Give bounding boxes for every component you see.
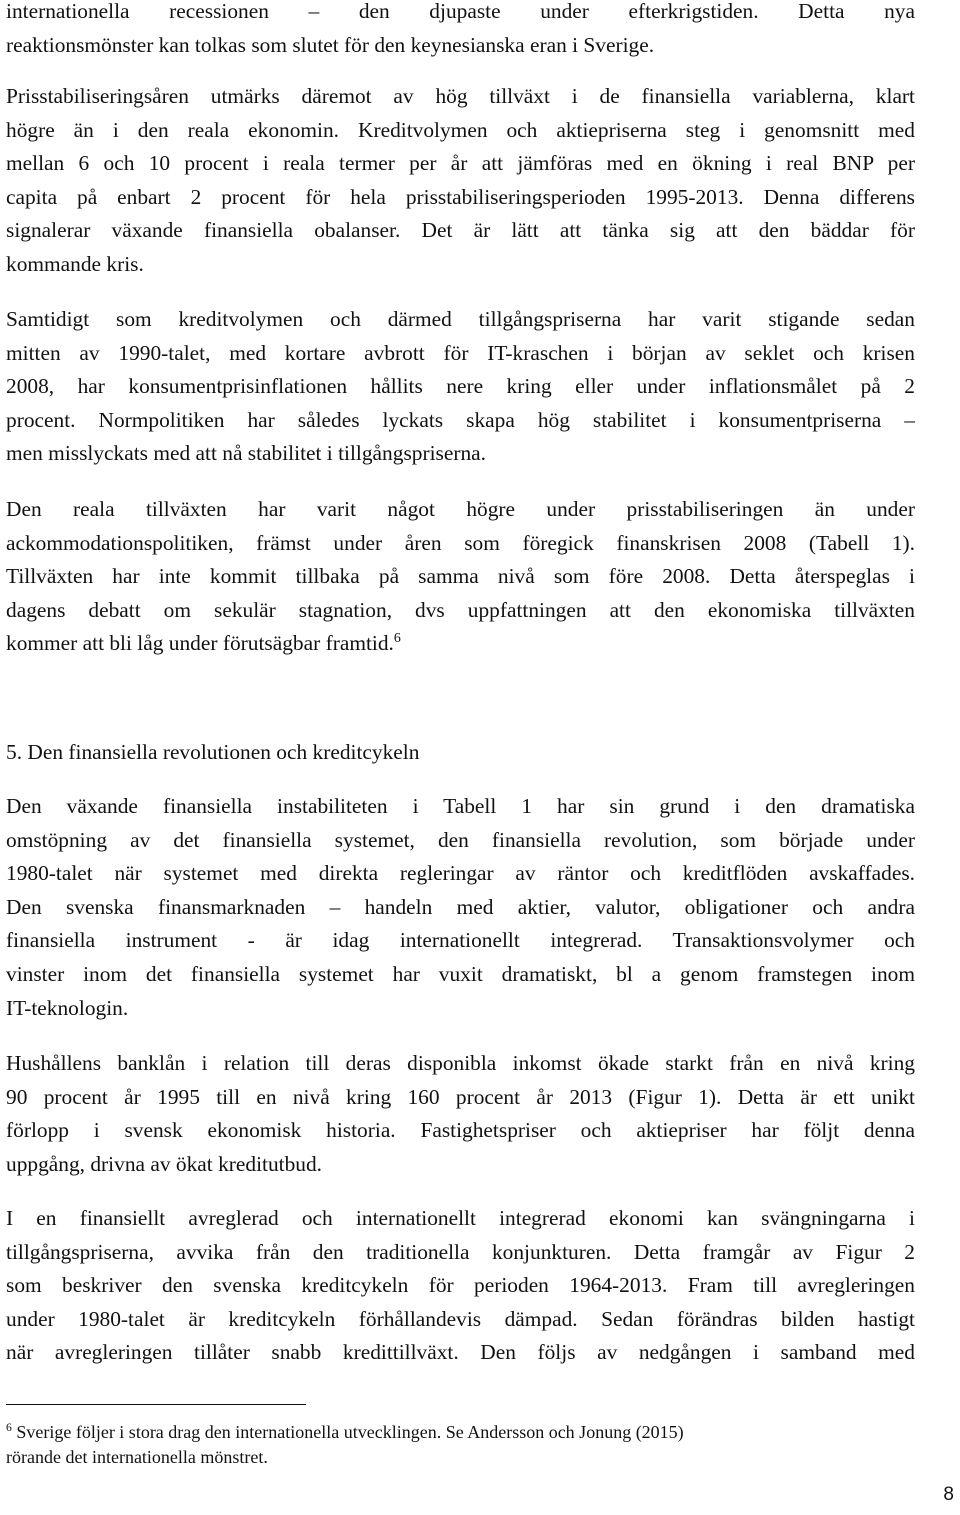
text-line: dagens debatt om sekulär stagnation, dvs uppfattningen att den ekonomiska tillväxten <box>6 597 915 622</box>
paragraph-4 <box>6 493 915 661</box>
text-line <box>6 627 915 661</box>
text-line: 90 procent år 1995 till en nivå kring 160 procent år 2013 (Figur 1). Detta är ett unikt <box>6 1084 915 1109</box>
page-number: 8 <box>943 1484 954 1505</box>
text-line: uppgång, drivna av ökat kreditutbud. <box>6 1151 323 1176</box>
footnote-divider <box>6 1404 306 1405</box>
paragraph-2 <box>6 80 915 282</box>
text-line: ackommodationspolitiken, främst under åren som föregick finanskrisen 2008 (Tabell 1). <box>6 530 915 555</box>
paragraph-3 <box>6 303 915 471</box>
text-line: när avregleringen tillåter snabb kredittillväxt. Den följs av nedgången i samband med <box>6 1340 915 1365</box>
section-paragraph-2 <box>6 1047 915 1181</box>
text-line: Den svenska finansmarknaden – handeln med aktier, valutor, obligationer och andra <box>6 894 915 919</box>
text-line: signalerar växande finansiella obalanser. Det är lätt att tänka sig att den bäddar för <box>6 218 915 243</box>
text-line: internationella recessionen – den djupaste under efterkrigstiden. Detta nya <box>6 0 915 23</box>
text-line: reaktionsmönster kan tolkas som slutet för den keynesianska eran i Sverige. <box>6 32 655 57</box>
text-line: procent. Normpolitiken har således lyckats skapa hög stabilitet i konsumentpriserna – <box>6 407 915 432</box>
footnote-line <box>6 1420 915 1445</box>
text-line: finansiella instrument - är idag internationellt integrerad. Transaktionsvolymer och <box>6 928 915 953</box>
text-line: förlopp i svensk ekonomisk historia. Fastighetspriser och aktiepriser har följt denna <box>6 1118 915 1143</box>
text-line: Den växande finansiella instabiliteten i Tabell 1 har sin grund i den dramatiska <box>6 794 915 818</box>
section-paragraph-3 <box>6 1202 915 1370</box>
footnote <box>6 1420 915 1470</box>
text-line: men misslyckats med att nå stabilitet i tillgångspriserna. <box>6 441 487 466</box>
text-line: kommande kris. <box>6 251 144 276</box>
text-line: I en finansiellt avreglerad och internationellt integrerad ekonomi kan svängningarna i <box>6 1206 915 1230</box>
footnote-number: 6 <box>6 1421 12 1434</box>
text-line: mitten av 1990-talet, med kortare avbrott för IT-kraschen i början av seklet och krisen <box>6 340 915 365</box>
text-line: mellan 6 och 10 procent i reala termer per år att jämföras med en ökning i real BNP per <box>6 151 915 176</box>
text-line: Hushållens banklån i relation till deras disponibla inkomst ökade starkt från en nivå kring <box>6 1051 915 1075</box>
text-line: IT-teknologin. <box>6 995 129 1020</box>
text-line: under 1980-talet är kreditcykeln förhållandevis dämpad. Sedan förändras bilden hastigt <box>6 1306 915 1331</box>
text-line: 1980-talet när systemet med direkta regleringar av räntor och kreditflöden avskaffades. <box>6 861 915 886</box>
text-line: Samtidigt som kreditvolymen och därmed tillgångspriserna har varit stigande sedan <box>6 307 915 331</box>
text-line: tillgångspriserna, avvika från den traditionella konjunkturen. Detta framgår av Figur 2 <box>6 1239 915 1264</box>
text-line: högre än i den reala ekonomin. Kreditvolymen och aktiepriserna steg i genomsnitt med <box>6 117 915 142</box>
text-line: som beskriver den svenska kreditcykeln för perioden 1964-2013. Fram till avregleringen <box>6 1273 915 1298</box>
text-line: vinster inom det finansiella systemet har vuxit dramatiskt, bl a genom framstegen inom <box>6 961 915 986</box>
text-line: omstöpning av det finansiella systemet, den finansiella revolution, som började under <box>6 827 915 852</box>
footnote-line: rörande det internationella mönstret. <box>6 1447 268 1467</box>
text-line-content: kommer att bli låg under förutsägbar framtid. <box>6 631 394 656</box>
text-line: Tillväxten har inte kommit tillbaka på samma nivå som före 2008. Detta återspeglas i <box>6 564 915 589</box>
text-line: 2008, har konsumentprisinflationen hållits nere kring eller under inflationsmålet på 2 <box>6 374 915 399</box>
footnote-reference[interactable]: 6 <box>393 631 401 647</box>
section-paragraph-1 <box>6 790 915 1025</box>
text-line: Den reala tillväxten har varit något högre under prisstabiliseringen än under <box>6 497 915 521</box>
text-line: capita på enbart 2 procent för hela prisstabiliseringsperioden 1995-2013. Denna differens <box>6 184 915 209</box>
paragraph-1 <box>6 0 915 62</box>
section-heading: 5. Den finansiella revolutionen och kreditcykeln <box>6 740 420 764</box>
text-line: Prisstabiliseringsåren utmärks däremot av hög tillväxt i de finansiella variablerna, klart <box>6 84 915 108</box>
footnote-text: Sverige följer i stora drag den internationella utvecklingen. Se Andersson och Jonung (2015) <box>16 1422 684 1442</box>
